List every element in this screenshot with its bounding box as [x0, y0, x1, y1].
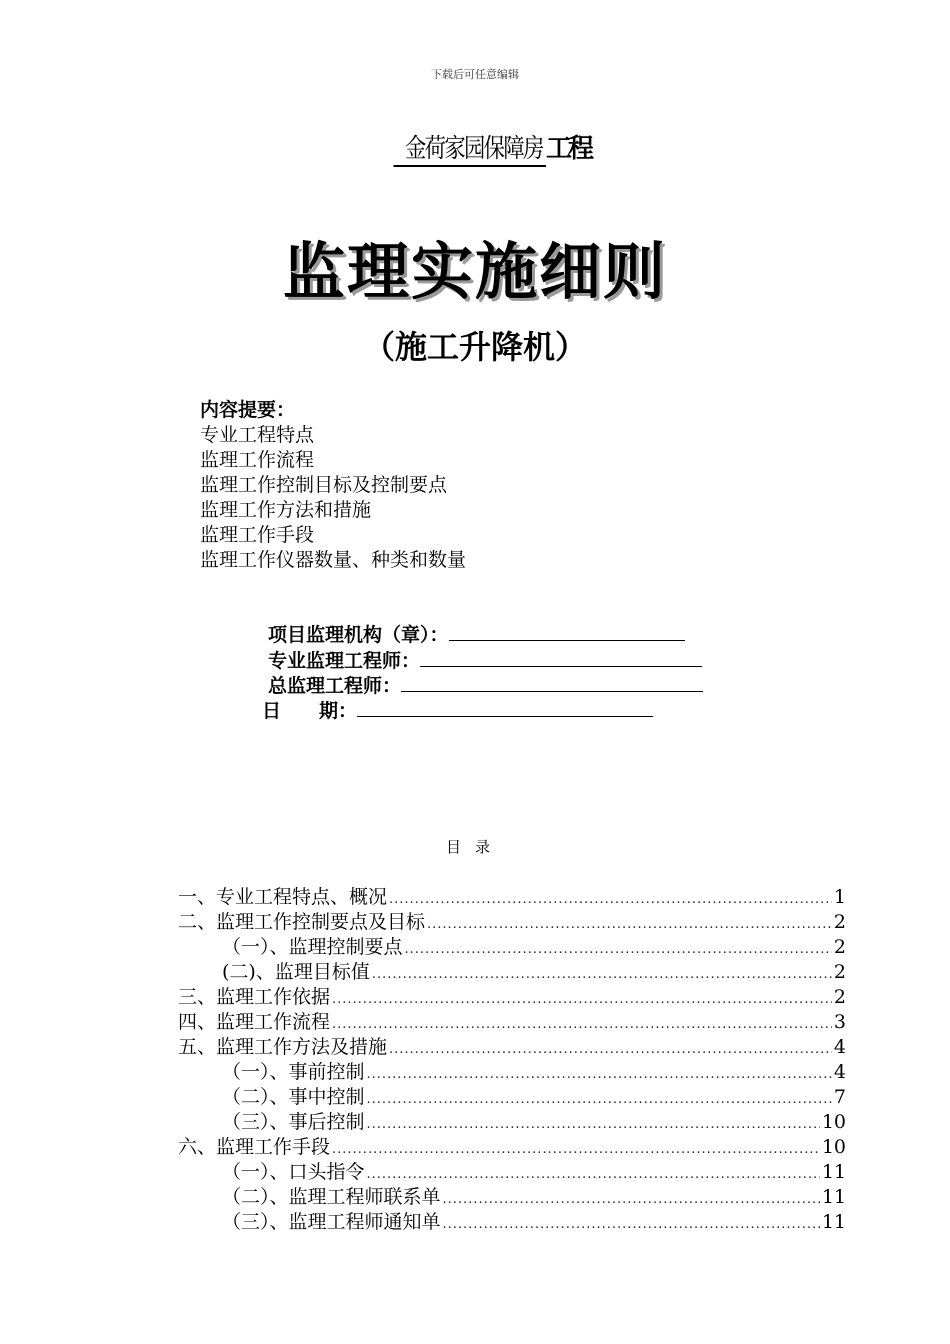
toc-entry-text: （一）、事前控制 — [222, 1061, 365, 1083]
document-title: 监理实施细则 — [282, 235, 667, 308]
toc-entry-text: 六、监理工作手段 — [178, 1136, 331, 1158]
toc-entry-page: 10 — [821, 1111, 846, 1133]
toc-leader — [389, 1042, 832, 1057]
toc-entry[interactable] — [178, 1082, 846, 1107]
toc-entry[interactable] — [178, 1132, 846, 1157]
toc-entry-text: 五、监理工作方法及措施 — [178, 1036, 388, 1058]
summary-item: 监理工作方法和措施 — [200, 499, 372, 521]
toc-entry-text: 三、监理工作依据 — [178, 986, 331, 1008]
toc-entry-page: 2 — [833, 961, 846, 983]
toc-entry-page: 3 — [833, 1011, 846, 1033]
toc-leader — [389, 892, 832, 907]
toc-entry-text: （三）、监理工程师通知单 — [222, 1211, 441, 1233]
toc-entry-text: (二)、监理目标值 — [222, 961, 370, 983]
header-note: 下载后可任意编辑 — [431, 68, 519, 81]
toc-leader — [367, 1092, 832, 1107]
summary-item: 监理工作控制目标及控制要点 — [200, 474, 448, 496]
toc-leader — [443, 1192, 820, 1207]
signature-blank[interactable] — [449, 622, 685, 641]
toc-title: 目录 — [445, 838, 504, 856]
toc-entry[interactable] — [178, 1157, 846, 1182]
signature-label: 日 期： — [262, 700, 358, 722]
toc-entry-page: 2 — [833, 936, 846, 958]
summary-item: 监理工作仪器数量、种类和数量 — [200, 549, 467, 571]
toc-entry[interactable] — [178, 1032, 846, 1057]
toc-leader — [367, 1067, 832, 1082]
project-name: 金荷家园保障房 — [393, 128, 546, 167]
document-subtitle: （施工升降机） — [362, 328, 587, 366]
signature-row-chief — [268, 671, 703, 698]
toc-entry-text: （一）、口头指令 — [222, 1161, 365, 1183]
signature-blank[interactable] — [420, 648, 702, 667]
toc-entry[interactable] — [178, 1207, 846, 1232]
toc-entry[interactable] — [178, 932, 846, 957]
signature-label: 项目监理机构（章）： — [268, 624, 449, 646]
toc-leader — [332, 1142, 820, 1157]
signature-row-engineer — [268, 646, 702, 673]
toc-entry[interactable] — [178, 1057, 846, 1082]
toc-entry-text: （一）、监理控制要点 — [222, 936, 403, 958]
toc-entry-page: 11 — [821, 1211, 846, 1233]
summary-item: 监理工作流程 — [200, 449, 315, 471]
toc-entry[interactable] — [178, 1107, 846, 1132]
toc-entry-text: （二）、监理工程师联系单 — [222, 1186, 441, 1208]
signature-label: 专业监理工程师： — [268, 650, 421, 672]
toc-entry-page: 1 — [833, 886, 846, 908]
toc-entry-text: 二、监理工作控制要点及目标 — [178, 911, 426, 933]
toc-leader — [332, 1017, 832, 1032]
toc-leader — [332, 992, 832, 1007]
content-summary — [200, 398, 466, 573]
toc-entry[interactable] — [178, 982, 846, 1007]
toc-leader — [367, 1117, 820, 1132]
summary-item: 专业工程特点 — [200, 424, 315, 446]
toc-entry-page: 2 — [833, 911, 846, 933]
toc-entry[interactable] — [178, 907, 846, 932]
summary-heading: 内容提要： — [200, 399, 296, 421]
signature-row-agency — [268, 620, 685, 647]
toc-entry[interactable] — [178, 957, 846, 982]
toc-entry-page: 11 — [821, 1186, 846, 1208]
signature-label: 总监理工程师： — [268, 675, 402, 697]
project-name-line — [0, 128, 950, 167]
toc-entry-page: 10 — [821, 1136, 846, 1158]
signature-row-date — [262, 696, 653, 723]
toc-entry-text: （二）、事中控制 — [222, 1086, 365, 1108]
toc-leader — [372, 967, 832, 982]
table-of-contents — [178, 882, 846, 1232]
toc-entry[interactable] — [178, 882, 846, 907]
toc-leader — [367, 1167, 820, 1182]
toc-entry[interactable] — [178, 1007, 846, 1032]
toc-entry[interactable] — [178, 1182, 846, 1207]
project-suffix: 工程 — [546, 134, 591, 164]
summary-item: 监理工作手段 — [200, 524, 315, 546]
signature-blank[interactable] — [401, 673, 703, 692]
toc-leader — [427, 917, 832, 932]
toc-entry-page: 4 — [833, 1061, 846, 1083]
signature-blank[interactable] — [357, 698, 653, 717]
toc-entry-text: （三）、事后控制 — [222, 1111, 365, 1133]
toc-entry-page: 11 — [821, 1161, 846, 1183]
toc-entry-page: 2 — [833, 986, 846, 1008]
toc-leader — [443, 1217, 820, 1232]
toc-entry-text: 四、监理工作流程 — [178, 1011, 331, 1033]
toc-leader — [405, 942, 832, 957]
toc-entry-text: 一、专业工程特点、概况 — [178, 886, 388, 908]
toc-entry-page: 7 — [833, 1086, 846, 1108]
toc-entry-page: 4 — [833, 1036, 846, 1058]
